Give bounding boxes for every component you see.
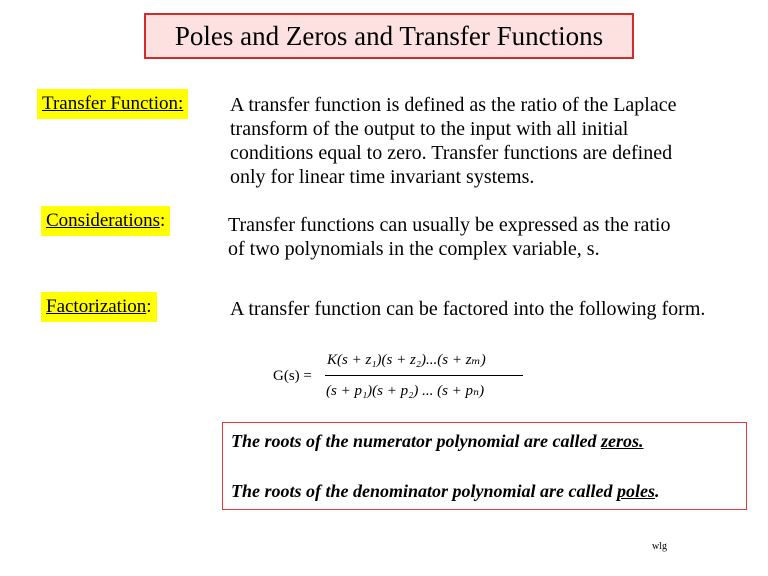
considerations-line: Transfer functions can usually be expressed as the ratio xyxy=(228,214,671,236)
transfer-function-label xyxy=(37,89,188,119)
definition-line: conditions equal to zero. Transfer functions are defined xyxy=(230,142,673,164)
poles-statement: The roots of the denominator polynomial are called poles. xyxy=(231,481,660,501)
factorization-label xyxy=(41,292,157,322)
poles-zeros-callout xyxy=(222,422,747,510)
zeros-term: zeros. xyxy=(601,431,644,451)
equation-denominator: (s + p₁)(s + p₂) ... (s + pₙ) xyxy=(326,383,485,399)
factorization-label-colon: : xyxy=(146,296,152,317)
definition-line: A transfer function is defined as the ratio of the Laplace xyxy=(230,94,677,116)
poles-term: poles xyxy=(617,481,655,501)
equation-lhs: G(s) = xyxy=(273,368,312,384)
considerations-text xyxy=(228,213,748,261)
equation-numerator: K(s + z₁)(s + z₂)...(s + zₘ) xyxy=(327,352,486,368)
definition-line: transform of the output to the input with all initial xyxy=(230,118,629,140)
zeros-statement: The roots of the numerator polynomial are called zeros. xyxy=(231,431,644,451)
footer-initials: wlg xyxy=(652,541,667,552)
considerations-line: of two polynomials in the complex variable, s. xyxy=(228,238,600,260)
title-text: Poles and Zeros and Transfer Functions xyxy=(174,20,604,51)
factorization-label-text: Factorization xyxy=(46,296,147,317)
considerations-label xyxy=(41,206,170,236)
considerations-label-text: Considerations xyxy=(46,210,160,231)
transfer-function-definition xyxy=(230,93,750,189)
fraction-bar xyxy=(325,375,523,376)
transfer-function-label-text: Transfer Function: xyxy=(42,93,184,114)
factorization-text: A transfer function can be factored into the following form. xyxy=(230,298,706,320)
definition-line: only for linear time invariant systems. xyxy=(230,166,535,188)
considerations-label-colon: : xyxy=(160,210,166,231)
page-title xyxy=(144,13,634,59)
